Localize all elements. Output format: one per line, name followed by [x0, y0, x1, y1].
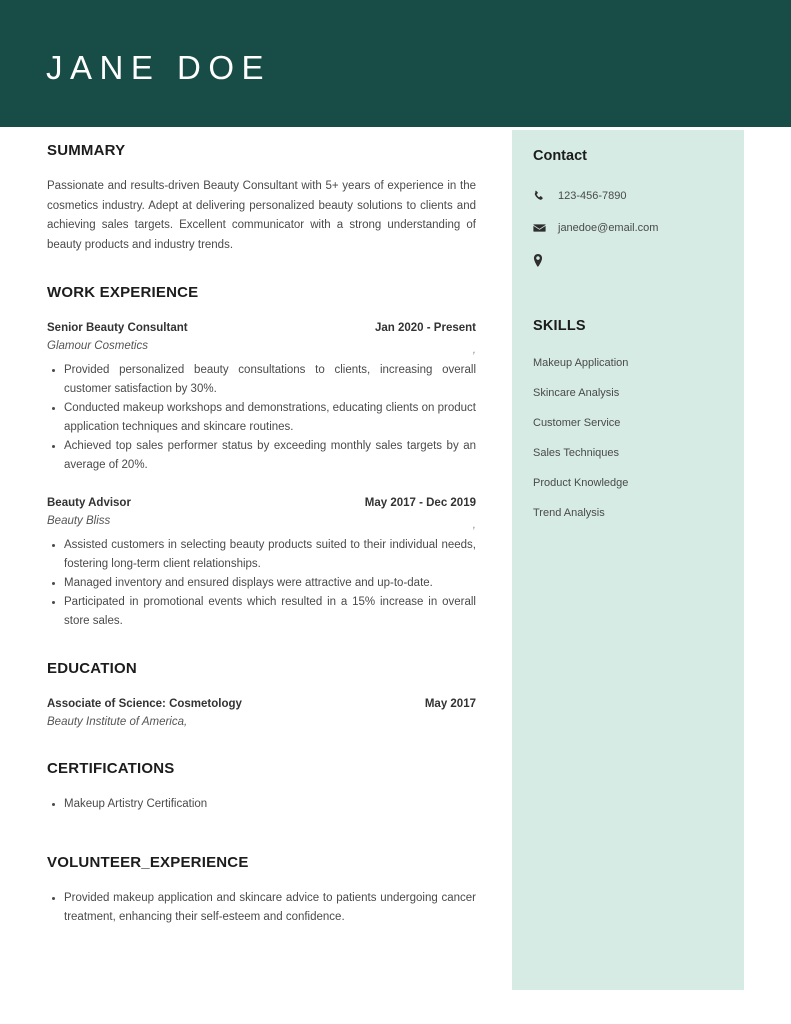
certifications-list: [47, 795, 476, 814]
candidate-name: JANE DOE: [46, 49, 272, 86]
contact-item-email[interactable]: [533, 220, 724, 236]
skills-section-title: SKILLS: [533, 318, 586, 334]
phone-icon: [533, 190, 550, 202]
contact-item-location[interactable]: [533, 252, 724, 268]
contact-phone-value: 123-456-7890: [558, 190, 627, 202]
job-bullet-item: Provided personalized beauty consultations to clients, increasing overall customer satisfaction by 30%.: [47, 361, 476, 399]
job-bullet-list: [47, 536, 476, 631]
education-entry-org-row: [47, 713, 476, 731]
certifications-section-title: CERTIFICATIONS: [47, 760, 175, 777]
job-dates: Jan 2020 - Present: [374, 322, 476, 334]
job-title: Senior Beauty Consultant: [47, 322, 188, 334]
degree-date: May 2017: [424, 698, 476, 710]
work-entry-org-row: [47, 337, 476, 355]
education-section: [47, 659, 476, 731]
education-entry: [47, 695, 476, 731]
job-title: Beauty Advisor: [47, 497, 131, 509]
education-entry-header-row: [47, 695, 476, 713]
certification-item: Makeup Artistry Certification: [47, 795, 476, 814]
skill-item: Skincare Analysis: [533, 387, 620, 399]
summary-section-title: SUMMARY: [47, 142, 126, 159]
skill-item: Product Knowledge: [533, 477, 629, 489]
volunteer-item: Provided makeup application and skincare advice to patients undergoing cancer treatment, enhancing their self-esteem and confidence.: [47, 889, 476, 927]
sidebar-inner: [512, 130, 744, 521]
work-experience-section: [47, 283, 476, 631]
education-section-title: EDUCATION: [47, 660, 137, 677]
job-bullet-item: Participated in promotional events which resulted in a 15% increase in overall store sales.: [47, 593, 476, 631]
job-organization: Beauty Bliss: [47, 515, 111, 527]
job-organization: Glamour Cosmetics: [47, 340, 148, 352]
job-bullet-item: Managed inventory and ensured displays were attractive and up-to-date.: [47, 574, 476, 593]
job-dates: May 2017 - Dec 2019: [364, 497, 476, 509]
job-bullet-list: [47, 361, 476, 475]
skill-item: Makeup Application: [533, 357, 629, 369]
job-organization-trailing-comma: ,: [472, 519, 476, 531]
skill-item: Customer Service: [533, 417, 621, 429]
sidebar-panel: [512, 130, 744, 990]
summary-section: [47, 141, 476, 255]
job-organization-trailing-comma: ,: [472, 344, 476, 356]
volunteer-experience-section-title: VOLUNTEER_EXPERIENCE: [47, 854, 249, 871]
work-experience-section-title: WORK EXPERIENCE: [47, 284, 199, 301]
volunteer-experience-section: [47, 853, 476, 927]
volunteer-list: [47, 889, 476, 927]
skill-item: Trend Analysis: [533, 507, 605, 519]
work-experience-entry: [47, 319, 476, 475]
job-bullet-item: Conducted makeup workshops and demonstrations, educating clients on product application techniques and skincare routines.: [47, 399, 476, 437]
main-content-column: [47, 141, 476, 927]
resume-header-banner: [0, 0, 791, 127]
work-entry-header-row: [47, 319, 476, 337]
envelope-icon: [533, 223, 550, 233]
contact-section-title: Contact: [533, 148, 587, 164]
contact-item-phone[interactable]: [533, 188, 724, 204]
work-entry-header-row: [47, 494, 476, 512]
contact-email-value: janedoe@email.com: [558, 222, 659, 234]
summary-text: Passionate and results-driven Beauty Consultant with 5+ years of experience in the cosmetics industry. Adept at delivering personalized beauty solutions to clients and achieving sales targets. Excellent communicator with a strong understanding of beauty products and industry trends.: [47, 180, 476, 251]
certifications-section: [47, 759, 476, 814]
work-experience-entry: [47, 494, 476, 631]
job-bullet-item: Achieved top sales performer status by exceeding monthly sales targets by an average of 20%.: [47, 437, 476, 475]
job-bullet-item: Assisted customers in selecting beauty products suited to their individual needs, fostering long-term client relationships.: [47, 536, 476, 574]
degree-title: Associate of Science: Cosmetology: [47, 698, 242, 710]
map-pin-icon: [533, 254, 550, 267]
work-entry-org-row: [47, 512, 476, 530]
institution-name: Beauty Institute of America,: [47, 716, 188, 728]
skill-item: Sales Techniques: [533, 447, 620, 459]
